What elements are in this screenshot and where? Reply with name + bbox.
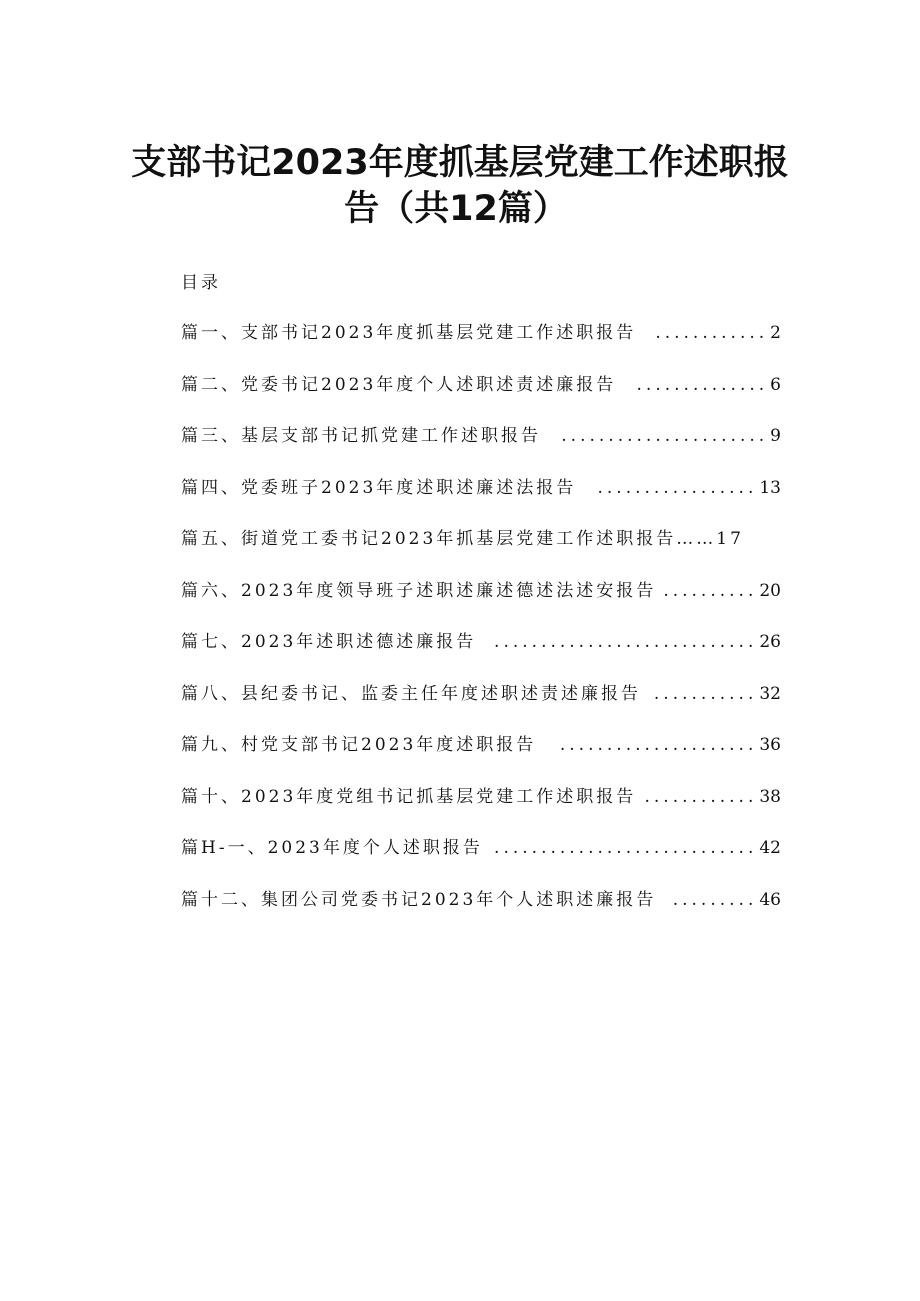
table-of-contents xyxy=(181,320,781,938)
toc-dot-leader: ............................ xyxy=(494,632,758,652)
toc-page-number: 13 xyxy=(759,477,781,498)
toc-entry-title: 篇六、2023年度领导班子述职述廉述德述法述安报告 xyxy=(181,580,657,601)
toc-entry-8[interactable] xyxy=(181,681,781,733)
toc-page-number: 9 xyxy=(770,426,781,446)
toc-dot-leader: ................. xyxy=(597,477,758,498)
toc-entry-title: 篇H-一、2023年度个人述职报告 xyxy=(181,838,483,858)
toc-entry-9[interactable] xyxy=(181,732,781,784)
toc-entry-4[interactable] xyxy=(181,475,781,527)
toc-page-number: 2 xyxy=(770,323,781,343)
toc-page-number: 32 xyxy=(759,683,781,704)
toc-entry-title: 篇十、2023年度党组书记抓基层党建工作述职报告 xyxy=(181,786,637,807)
toc-page-number: 38 xyxy=(759,786,781,807)
toc-entry-10[interactable] xyxy=(181,784,781,836)
toc-entry-title: 篇一、支部书记2023年度抓基层党建工作述职报告 xyxy=(181,323,637,343)
toc-page-number: 20 xyxy=(759,580,781,601)
document-title-line-1: 支部书记2023年度抓基层党建工作述职报 xyxy=(131,143,789,183)
toc-entry-title: 篇十二、集团公司党委书记2023年个人述职述廉报告 xyxy=(181,889,657,910)
toc-entry-title: 篇七、2023年述职述德述廉报告 xyxy=(181,632,477,652)
toc-entry-title: 篇四、党委班子2023年度述职述廉述法报告 xyxy=(181,477,577,498)
toc-dot-leader: ............ xyxy=(644,786,758,807)
toc-entry-2[interactable] xyxy=(181,372,781,424)
toc-page-number: 42 xyxy=(759,838,781,858)
toc-dot-leader: ......... xyxy=(672,889,758,910)
toc-heading: 目录 xyxy=(181,273,221,293)
toc-dot-leader: ............................ xyxy=(494,838,758,858)
toc-page-number: 36 xyxy=(759,735,781,755)
toc-entry-5[interactable] xyxy=(181,526,781,578)
toc-page-number: 26 xyxy=(759,632,781,652)
toc-dot-leader: ..................... xyxy=(559,735,758,755)
toc-entry-title: 篇八、县纪委书记、监委主任年度述职述责述廉报告 xyxy=(181,683,641,704)
toc-page-number: 6 xyxy=(770,374,781,395)
toc-entry-3[interactable] xyxy=(181,423,781,475)
toc-dot-leader: .......... xyxy=(663,580,758,601)
toc-dot-leader: ............ xyxy=(655,323,769,343)
toc-entry-title: 篇三、基层支部书记抓党建工作述职报告 xyxy=(181,426,541,446)
toc-entry-7[interactable] xyxy=(181,629,781,681)
toc-dot-leader: ........... xyxy=(653,683,758,704)
toc-dot-leader: ...................... xyxy=(561,426,769,446)
toc-entry-1[interactable] xyxy=(181,320,781,372)
toc-entry-12[interactable] xyxy=(181,887,781,939)
toc-dot-leader: .............. xyxy=(636,374,769,395)
toc-entry-title: 篇五、街道党工委书记2023年抓基层党建工作述职报告……17 xyxy=(181,529,744,549)
document-title-line-2: 告（共12篇） xyxy=(344,189,568,229)
toc-entry-title: 篇九、村党支部书记2023年度述职报告 xyxy=(181,735,537,755)
toc-entry-6[interactable] xyxy=(181,578,781,630)
toc-entry-11[interactable] xyxy=(181,835,781,887)
toc-page-number: 46 xyxy=(759,889,781,910)
toc-entry-title: 篇二、党委书记2023年度个人述职述责述廉报告 xyxy=(181,374,617,395)
